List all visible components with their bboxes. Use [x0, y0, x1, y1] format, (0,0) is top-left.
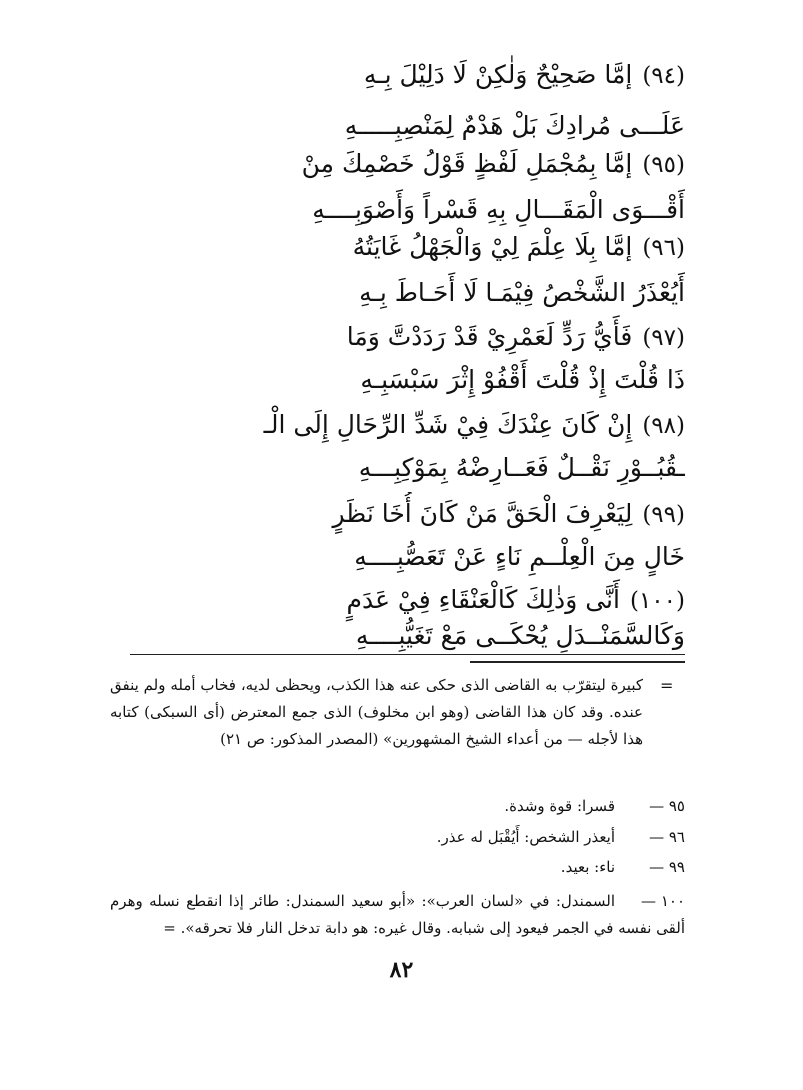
verse-98-first-hemistich: [110, 403, 685, 447]
footnote-marker: ٩٦ —: [649, 828, 685, 846]
page-number: ٨٢: [389, 957, 414, 983]
verse-98-second-hemistich: ـقُبُــوْرِ نَقْــلٌ فَعَــارِضْهُ بِمَوْكِبِـــهِ: [358, 453, 685, 482]
footnote-marker: ٩٥ —: [649, 797, 685, 815]
footnote-text: قسرا: قوة وشدة.: [504, 797, 615, 815]
footnote-marker: ٩٩ —: [649, 858, 685, 876]
verse-100-second-hemistich: وَكَالسَّمَنْــدَلِ يُحْكَــى مَعْ تَغَيُّبِــــهِ: [355, 621, 685, 650]
verse-number: (٩٨): [642, 413, 685, 439]
verse-95-first-hemistich: [110, 142, 685, 186]
footnote-text: ناء: بعيد.: [560, 858, 615, 876]
verse-94-second-hemistich: عَلَـــى مُرادِكَ بَلْ هَدْمٌ لِمَنْصِبِـــــهِ: [344, 111, 685, 140]
verse-number: (٩٦): [642, 235, 685, 261]
footnote-entry-100: [110, 888, 685, 942]
verse-number: (٩٩): [642, 502, 685, 528]
verse-99-second-hemistich: خَالٍ مِنَ الْعِلْــمِ نَاءٍ عَنْ تَعَصُّبِــــهِ: [354, 542, 685, 571]
hemistich-text: فَأَيُّ رَدٍّ لَعَمْرِيْ قَدْ رَدَدْتَّ وَمَا: [346, 322, 633, 351]
verse-number: (٩٥): [642, 152, 685, 178]
hemistich-text: إِنْ كَانَ عِنْدَكَ فِيْ شَدِّ الرِّحَالِ إِلَى الْـ: [263, 410, 633, 439]
verse-97-first-hemistich: [110, 315, 685, 359]
verse-94-first-hemistich: [110, 53, 685, 97]
hemistich-text: إمَّا صَحِيْحٌ وَلٰكِنْ لَا دَلِيْلَ بِـهِ: [363, 60, 633, 89]
verse-underline: [130, 654, 685, 655]
verse-96-first-hemistich: [110, 225, 685, 269]
verse-97-second-hemistich: ذَا قُلْتَ إِذْ قُلْتَ أَقْفُوْ إِثْرَ سَبْسَبِـهِ: [360, 365, 685, 394]
hemistich-text: إمَّا بِلَا عِلْمَ لِيْ وَالْجَهْلُ غَايَتُهُ: [352, 232, 633, 261]
continuation-mark: =: [660, 676, 674, 695]
footnote-entry-99: [110, 853, 685, 881]
footnote-separator: [470, 661, 685, 663]
verse-number: (١٠٠): [629, 588, 685, 614]
hemistich-text: لِيَعْرِفَ الْحَقَّ مَنْ كَانَ أُخَا نَظَرٍ: [332, 499, 633, 528]
verse-number: (٩٤): [642, 63, 685, 89]
footnote-marker: ١٠٠ —: [641, 892, 685, 910]
footnote-entry-95: [110, 792, 685, 820]
verse-number: (٩٧): [642, 325, 685, 351]
verse-99-first-hemistich: [110, 492, 685, 536]
footnote-text: السمندل: في «لسان العرب»: «أبو سعيد السمندل: طائر إذا انقطع نسله وهرم ألقى نفسه في الجمر فيعود إلى شبابه. وقال غيره: هو دابة تدخل النار فلا تحرقه». =: [110, 892, 685, 937]
footnote-text: أيعذر الشخص: أَيُقْبَل له عذر.: [436, 828, 615, 846]
footnote-entry-96: [110, 823, 685, 851]
hemistich-text: أَنَّى وَذٰلِكَ كَالْعَنْقَاءِ فِيْ عَدَمٍ: [346, 585, 620, 614]
verse-96-second-hemistich: أَيُعْذَرُ الشَّخْصُ فِيْمَـا لَا أَحَـاطَ بِـهِ: [359, 278, 685, 307]
verse-95-second-hemistich: أَقْـــوَى الْمَقَـــالِ بِهِ قَسْراً وَأَصْوَبِــــهِ: [312, 195, 685, 224]
footnote-continuation: كبيرة ليتقرّب به القاضى الذى حكى عنه هذا الكذب، ويحظى لديه، فخاب أمله ولم ينفق عنده. وقد كان هذا القاضى (وهو ابن مخلوف) الذى جمع المعترض (أى السبكى) كتابه هذا لأجله — من أعداء الشيخ المشهورين» (المصدر المذكور: ص ٢١): [110, 676, 643, 748]
hemistich-text: إمَّا بِمُجْمَلِ لَفْظٍ قَوْلُ خَصْمِكَ مِنْ: [301, 149, 633, 178]
